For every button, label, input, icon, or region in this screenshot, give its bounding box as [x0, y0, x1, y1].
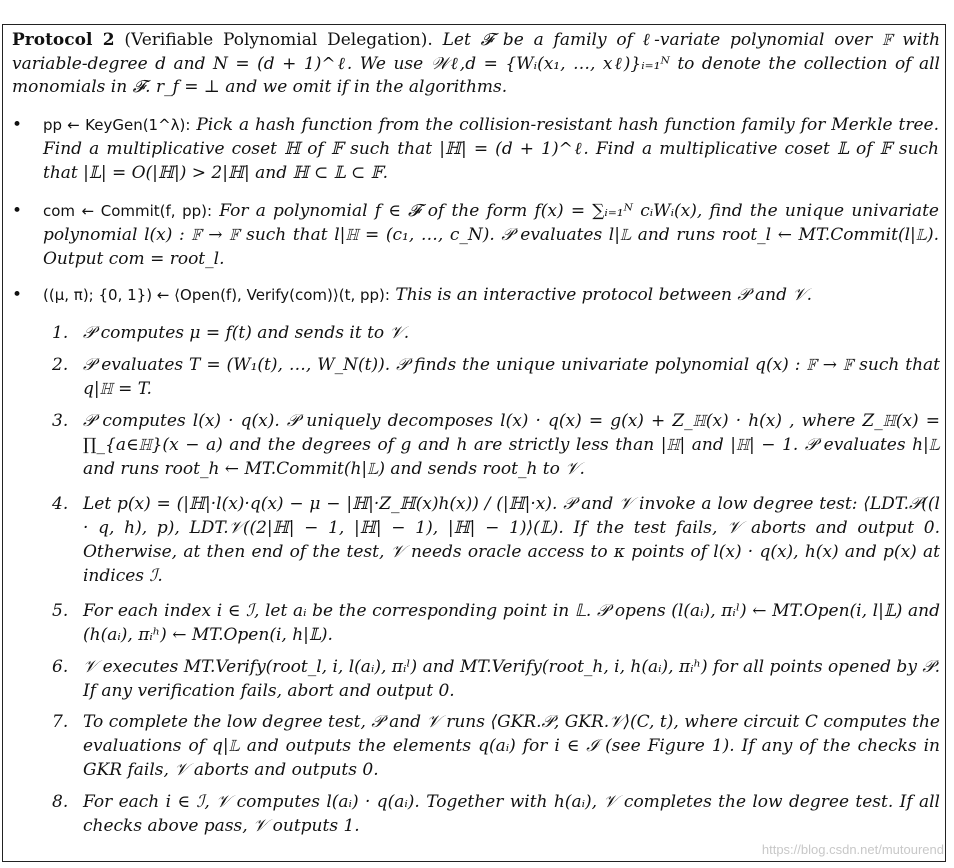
protocol-label: Protocol 2 [12, 30, 115, 50]
step-text: 𝒫 evaluates T = (W₁(t), …, W_N(t)). 𝒫 finds the unique univariate polynomial q(x) : 𝔽 → 𝔽 such that q|ℍ = T. [83, 355, 940, 399]
bullet-head: ((μ, π); {0, 1}) ← ⟨Open(f), Verify(com)⟩(t, pp): [43, 286, 390, 304]
step-number: 7. [52, 712, 69, 732]
bullet-dot: • [11, 285, 23, 305]
bullet-text: For a polynomial f ∈ 𝓕 of the form f(x) = ∑ᵢ₌₁ᴺ cᵢWᵢ(x), find the unique univariate polynomial l(x) : 𝔽 → 𝔽 such that l|ℍ = (c₁, …, c_N). 𝒫 evaluates l|𝕃 and runs root_l ← MT.Commit(l|𝕃). Output com = root_l. [43, 201, 939, 269]
step-number: 6. [52, 657, 69, 677]
bullet-dot: • [11, 201, 23, 221]
bullet-dot: • [11, 115, 23, 135]
step-text: Let p(x) = (|ℍ|·l(x)·q(x) − μ − |ℍ|·Z_ℍ(x)h(x)) / (|ℍ|·x). 𝒫 and 𝒱 invoke a low degree test: ⟨LDT.𝒫((l · q, h), p), LDT.𝒱((2|ℍ| − 1, |ℍ| − 1), |ℍ| − 1)⟩(𝕃). If the test fails, 𝒱 aborts and output 0. Otherwise, at then end of the test, 𝒱 needs oracle access to κ points of l(x) · q(x), h(x) and p(x) at indices ℐ. [83, 494, 940, 586]
step-text: For each index i ∈ ℐ, let aᵢ be the corresponding point in 𝕃. 𝒫 opens (l(aᵢ), πᵢˡ) ← MT.Open(i, l|𝕃) and (h(aᵢ), πᵢʰ) ← MT.Open(i, h|𝕃). [83, 601, 940, 645]
watermark: https://blog.csdn.net/mutourend [761, 842, 944, 857]
step-number: 1. [52, 323, 69, 343]
protocol-intro [12, 29, 940, 100]
step-text: 𝒱 executes MT.Verify(root_l, i, l(aᵢ), πᵢˡ) and MT.Verify(root_h, i, h(aᵢ), πᵢʰ) for all points opened by 𝒫. If any verification fails, abort and output 0. [83, 657, 940, 701]
bullet-head: pp ← KeyGen(1^λ): [43, 116, 191, 134]
step-number: 4. [52, 494, 69, 514]
bullet-head: com ← Commit(f, pp): [43, 202, 213, 220]
step-number: 5. [52, 601, 69, 621]
step-text: To complete the low degree test, 𝒫 and 𝒱 runs ⟨GKR.𝒫, GKR.𝒱⟩(C, t), where circuit C computes the evaluations of q|𝕃 and outputs the elements q(aᵢ) for i ∈ ℐ (see Figure 1). If any of the checks in GKR fails, 𝒱 aborts and outputs 0. [83, 712, 940, 780]
step-number: 3. [52, 411, 69, 431]
protocol-description: Let 𝓕 be a family of ℓ-variate polynomial over 𝔽 with variable-degree d and N = (d + 1)^ℓ. We use 𝒲ℓ,d = {Wᵢ(x₁, …, xℓ)}ᵢ₌₁ᴺ to denote the collection of all monomials in 𝓕. r_f = ⊥ and we omit if in the algorithms. [12, 30, 941, 97]
step-number: 8. [52, 792, 69, 812]
step-text: For each i ∈ ℐ, 𝒱 computes l(aᵢ) · q(aᵢ). Together with h(aᵢ), 𝒱 completes the low degree test. If all checks above pass, 𝒱 outputs 1. [83, 792, 940, 836]
bullet-text: This is an interactive protocol between 𝒫 and 𝒱. [395, 285, 812, 305]
protocol-name: (Verifiable Polynomial Delegation). [124, 30, 433, 50]
step-number: 2. [52, 355, 69, 375]
step-text: 𝒫 computes μ = f(t) and sends it to 𝒱. [83, 323, 410, 343]
bullet-text: Pick a hash function from the collision-resistant hash function family for Merkle tree. Find a multiplicative coset ℍ of 𝔽 such that |ℍ| = (d + 1)^ℓ. Find a multiplicative coset 𝕃 of 𝔽 such that |𝕃| = O(|ℍ|) > 2|ℍ| and ℍ ⊂ 𝕃 ⊂ 𝔽. [43, 115, 939, 183]
step-text: 𝒫 computes l(x) · q(x). 𝒫 uniquely decomposes l(x) · q(x) = g(x) + Z_ℍ(x) · h(x) , where Z_ℍ(x) = ∏_{a∈ℍ}(x − a) and the degrees of g and h are strictly less than |ℍ| and |ℍ| − 1. 𝒫 evaluates h|𝕃 and runs root_h ← MT.Commit(h|𝕃) and sends root_h to 𝒱. [83, 411, 940, 479]
